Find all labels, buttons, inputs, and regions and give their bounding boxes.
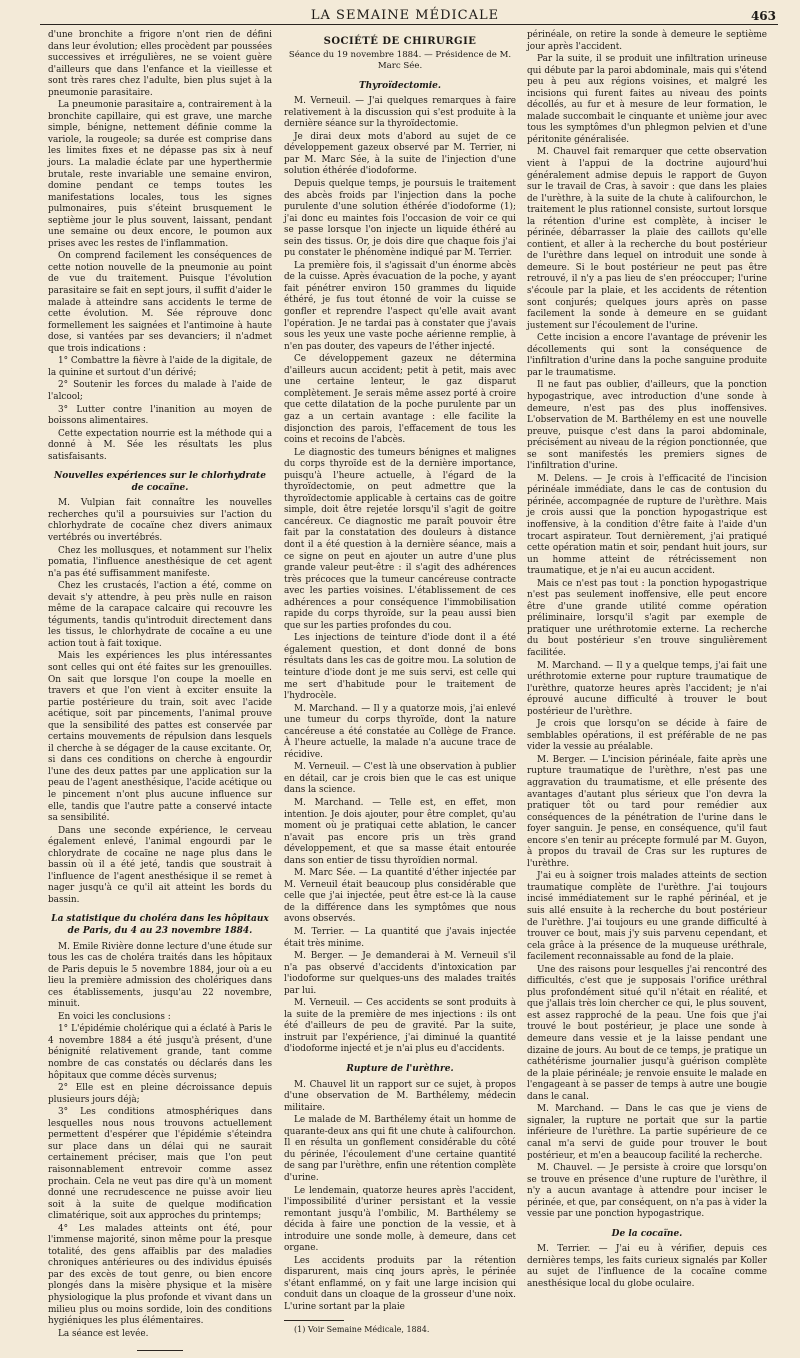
paragraph: M. Marc Sée. — La quantité d'éther injectée par M. Verneuil était beaucoup plus considérable que celle que j'ai injectée, peut être est-ce là la cause de la différence dans les symptômes que nous avons observés.	[284, 868, 516, 925]
paragraph: M. Berger. — Je demanderai à M. Verneuil s'il n'a pas observé d'accidents d'intoxication par l'iodoforme sur quelques-uns des malades traités par lui.	[284, 951, 516, 996]
paragraph: M. Marchand. — Il y a quatorze mois, j'ai enlevé une tumeur du corps thyroïde, dont la nature cancéreuse a été constatée au Collège de France. À l'heure actuelle, la malade n'a aucune trace de récidive.	[284, 703, 516, 760]
paragraph: Par la suite, il se produit une infiltration urineuse qui débute par la paroi abdominale, mais qui s'étend peu à peu aux régions voisines, et malgré les incisions qui furent faites au niveau des points décollés, au fur et à mesure de leur formation, le malade succombait le cinquante et unième jour avec tous les symptômes d'un phlegmon pelvien et d'une péritonite généralisée.	[527, 54, 767, 145]
column-middle	[284, 30, 516, 1334]
paragraph: M. Chauvel. — Je persiste à croire que lorsqu'on se trouve en présence d'une rupture de l'urèthre, il n'y a aucun avantage à attendre pour inciser le périnée, et que, par conséquent, on n'a pas à vider la vessie par une ponction hypogastrique.	[527, 1163, 767, 1220]
column-right	[527, 30, 767, 1289]
paragraph: Ce développement gazeux ne détermina d'ailleurs aucun accident; petit à petit, mais avec une certaine lenteur, le gaz disparut complètement. Je serais même assez porté à croire que cette dilatation de la poche purulente par un gaz a un certain avantage : elle facilite la disjonction des parois, l'effacement de tous les coins et recoins de l'abcès.	[284, 354, 516, 446]
paragraph: Chez les mollusques, et notamment sur l'helix pomatia, l'influence anesthésique de cet agent n'a pas été suffisamment manifeste.	[48, 545, 272, 579]
paragraph: Le diagnostic des tumeurs bénignes et malignes du corps thyroïde est de la dernière importance, puisqu'à l'heure actuelle, à l'égard de la thyroïdectomie, on peut admettre que la thyroïdectomie applicable à certains cas de goitre simple, doit être rejetée lorsqu'il s'agit de goitre cancéreux. Ce diagnostic me paraît pouvoir être fait par la constatation des douleurs à distance dont il a été question à la dernière séance, mais a ce signe on peut en ajouter un autre d'une plus grande valeur peut-être : il s'agit des adhérences très précoces que la tumeur cancéreuse contracte avec les parties voisines. L'établissement de ces adhérences a pour conséquence l'immobilisation rapide du corps thyroïde, sur la peau aussi bien que sur les parties profondes du cou.	[284, 447, 516, 631]
paragraph: Les accidents produits par la rétention disparurent, mais cinq jours après, le périnée s'étant enflammé, on y fait une large incision qui conduit dans un cloaque de la grosseur d'une noix. L'urine sortant par la plaie	[284, 1255, 516, 1312]
journal-title: LA SEMAINE MÉDICALE	[310, 8, 500, 23]
session-line: Séance du 19 novembre 1884. — Présidence de M. Marc Sée.	[288, 49, 512, 72]
header-rule	[40, 24, 778, 25]
paragraph: J'ai eu à soigner trois malades atteints de section traumatique complète de l'urèthre. J'ai toujours incisé immédiatement sur le raphé périnéal, et je suis allé ensuite à la recherche du bout postérieur de l'urèthre. J'ai toujours eu une grande difficulté à trouver ce bout, mais j'y suis parvenu cependant, et cela grâce à la présence de la muqueuse uréthrale, facilement reconnaissable au fond de la plaie.	[527, 871, 767, 963]
paragraph: M. Verneuil. — Ces accidents se sont produits à la suite de la première de mes injections : ils ont été d'ailleurs de peu de gravité. Par la suite, instruit par l'expérience, j'ai diminué la quantité d'iodoforme injecté et je n'ai plus eu d'accidents.	[284, 998, 516, 1055]
paragraph: M. Marchand. — Dans le cas que je viens de signaler, la rupture ne portait que sur la partie inférieure de l'urèthre. La partie supérieure de ce canal m'a servi de guide pour trouver le bout postérieur, et m'en a beaucoup facilité la recherche.	[527, 1104, 767, 1161]
paragraph: 3° Lutter contre l'inanition au moyen de boissons alimentaires.	[48, 404, 272, 427]
page-number: 463	[750, 9, 776, 23]
paragraph: Je dirai deux mots d'abord au sujet de ce développement gazeux observé par M. Terrier, ni par M. Marc Sée, à la suite de l'injection d'une solution éthérée d'iodoforme.	[284, 131, 516, 177]
paragraph: On comprend facilement les conséquences de cette notion nouvelle de la pneumonie au point de vue du traitement. Puisque l'évolution parasitaire se fait en sept jours, il suffit d'aider le malade à atteindre sans accidents le terme de cette évolution. M. Sée réprouve donc formellement les saignées et l'antimoine à haute dose, si vantées par ses devanciers; il n'admet que trois indications :	[48, 251, 272, 354]
section-title: Thyroïdectomie.	[358, 80, 442, 91]
paragraph: Chez les crustacés, l'action a été, comme on devait s'y attendre, à peu près nulle en raison même de la carapace calcaire qui recouvre les téguments, tandis qu'introduit directement dans les tissus, le chlorhydrate de cocaïne a eu une action tout à fait toxique.	[48, 581, 272, 649]
paragraph: Cette expectation nourrie est la méthode qui a donné à M. Sée les résultats les plus satisfaisants.	[48, 428, 272, 462]
section-title: Nouvelles expériences sur le chlorhydrate de cocaïne.	[54, 471, 266, 493]
paragraph: M. Vulpian fait connaître les nouvelles recherches qu'il a poursuivies sur l'action du chlorhydrate de cocaïne chez divers animaux vertébrés ou invertébrés.	[48, 498, 272, 543]
paragraph: Dans une seconde expérience, le cerveau également enlevé, l'animal engourdi par le chlorydrate de cocaïne ne nage plus dans le bassin où il a été jeté, tandis que soustrait à l'influence de l'agent anesthésique il se remet à nager jusqu'à ce qu'il ait atteint les bords du bassin.	[48, 825, 272, 905]
paragraph: M. Marchand. — Telle est, en effet, mon intention. Je dois ajouter, pour être complet, qu'au moment où je pratiquai cette ablation, le cancer n'avait pas encore pris un très grand développement, et que sa masse était entourée dans son entier de tissu thyroïdien normal.	[284, 798, 516, 866]
paragraph: M. Marchand. — Il y a quelque temps, j'ai fait une uréthrotomie externe pour rupture traumatique de l'urèthre, quatorze heures après l'accident; je n'ai éprouvé aucune difficulté à trouver le bout postérieur de l'urèthre.	[527, 660, 767, 717]
section-ornament	[48, 1346, 272, 1354]
society-title: SOCIÉTÉ DE CHIRURGIE	[323, 36, 477, 47]
paragraph: Une des raisons pour lesquelles j'ai rencontré des difficultés, c'est que je supposais l'orifice uréthral plus profondément situé qu'il n'était en réalité, et que j'allais très loin chercher ce qui, le plus souvent, est assez rapproché de la peau. Une fois que j'ai trouvé le bout postérieur, je place une sonde à demeure dans vessie et je la laisse pendant une dizaine de jours. Au bout de ce temps, je pratique un cathétérisme journalier jusqu'à guérison complète de la plaie périnéale; je renvoie ensuite le malade en l'engageant à se passer de temps à autre une bougie dans le canal.	[527, 964, 767, 1102]
paragraph: d'une bronchite a frigore n'ont rien de défini dans leur évolution; elles procèdent par poussées successives et irrégulières, ne se voient guère d'ailleurs que dans l'enfance et la vieillesse et sont très rares chez l'adulte, bien plus sujet à la pneumonie parasitaire.	[48, 30, 272, 98]
paragraph: Depuis quelque temps, je poursuis le traitement des abcès froids par l'injection dans la poche purulente d'une solution éthérée d'iodoforme (1); j'ai donc eu maintes fois l'occasion de voir ce qui se passe lorsque l'on injecte un liquide éthéré au sein des tissus. Or, je dois dire que chaque fois j'ai pu constater le phénomène indiqué par M. Terrier.	[284, 179, 516, 259]
section-title: La statistique du choléra dans les hôpitaux de Paris, du 4 au 23 novembre 1884.	[51, 914, 269, 937]
paragraph: Mais ce n'est pas tout : la ponction hypogastrique n'est pas seulement inoffensive, elle peut encore être d'une grande utilité comme opération préliminaire, lorsqu'il s'agit par exemple de pratiquer une uréthrotomie externe. La recherche du bout postérieur s'en trouve singulièrement facilitée.	[527, 578, 767, 658]
paragraph: La séance est levée.	[58, 1328, 149, 1339]
footnote-rule	[284, 1320, 344, 1321]
column-left	[48, 30, 272, 1339]
paragraph: M. Emile Rivière donne lecture d'une étude sur tous les cas de choléra traités dans les hôpitaux de Paris depuis le 5 novembre 1884, jour où a eu lieu la première admission des cholériques dans ces établissements, jusqu'au 22 novembre, minuit.	[48, 941, 272, 1010]
paragraph: Le lendemain, quatorze heures après l'accident, l'impossibilité d'uriner persistant et la vessie remontant jusqu'à l'ombilic, M. Barthélemy se décida à faire une ponction de la vessie, et à introduire une sonde molle, à demeure, dans cet organe.	[284, 1185, 516, 1254]
paragraph: Il ne faut pas oublier, d'ailleurs, que la ponction hypogastrique, avec introduction d'une sonde à demeure, n'est pas des plus inoffensives. L'observation de M. Barthélemy en est une nouvelle preuve, puisque c'est dans la paroi abdominale, précisément au niveau de la région ponctionnée, que se sont manifestés les premiers signes de l'infiltration d'urine.	[527, 380, 767, 472]
paragraph: M. Chauvel fait remarquer que cette observation vient à l'appui de la doctrine aujourd'hui généralement admise depuis le rapport de Guyon sur le travail de Cras, à savoir : que dans les plaies de l'urèthre, à la suite de la chute à califourchon, le traitement le plus rationnel consiste, surtout lorsque la rétention d'urine est complète, à inciser le périnée, débarrasser la plaie des caillots qu'elle contient, et aller à la recherche du bout postérieur de l'urèthre dans lequel on introduit une sonde à demeure. Si le bout postérieur ne peut pas être retrouvé, il n'y a pas lieu de s'en préoccuper; l'urine s'écoule par la plaie, et les accidents de rétention sont conjurés; quelques jours après on passe facilement la sonde à demeure en se guidant justement sur l'écoulement de l'urine.	[527, 147, 767, 331]
paragraph: M. Verneuil. — C'est là une observation à publier en détail, car je crois bien que le cas est unique dans la science.	[284, 762, 516, 796]
page-header	[30, 6, 780, 30]
paragraph: 1° Combattre la fièvre à l'aide de la digitale, de la quinine et surtout d'un dérivé;	[48, 356, 272, 378]
paragraph: 2° Elle est en pleine décroissance depuis plusieurs jours déjà;	[48, 1083, 272, 1105]
section-title: Rupture de l'urèthre.	[346, 1064, 454, 1075]
paragraph: La première fois, il s'agissait d'un énorme abcès de la cuisse. Après évacuation de la poche, y ayant fait pénétrer environ 150 grammes du liquide éthéré, je fus tout étonné de voir la cuisse se gonfler et reprendre l'aspect qu'elle avait avant l'opération. Je ne tardai pas à constater que j'avais sous les yeux une vaste poche aérienne remplie, à n'en pas douter, des vapeurs de l'éther injecté.	[284, 260, 516, 352]
paragraph: M. Berger. — L'incision périnéale, faite après une rupture traumatique de l'urèthre, n'est pas une aggravation du traumatisme, et elle présente des avantages d'autant plus sérieux que l'on devra la pratiquer tôt ou tard pour remédier aux conséquences de la pénétration de l'urine dans le foyer sanguin. Je pense, en conséquence, qu'il faut encore s'en tenir au précepte formulé par M. Guyon, à propos du travail de Cras sur les ruptures de l'urèthre.	[527, 754, 767, 869]
paragraph: Le malade de M. Barthélemy était un homme de quarante-deux ans qui fit une chute à califourchon. Il en résulta un gonflement considérable du côté du périnée, l'écoulement d'une certaine quantité de sang par l'urèthre, enfin une rétention complète d'urine.	[284, 1115, 516, 1183]
paragraph: Mais les expériences les plus intéressantes sont celles qui ont été faites sur les grenouilles. On sait que lorsque l'on coupe la moelle en travers et que l'on vient à exciter ensuite la partie postérieure du train, soit avec l'acide acétique, soit par pincements, l'animal prouve que la sensibilité des pattes est conservée par certains mouvements de répulsion dans lesquels il cherche à se dégager de la cause excitante. Or, si dans ces conditions on cherche à engourdir l'une des deux pattes par une application sur la peau de l'agent anesthésique, l'acide acétique ou le pincement n'ont plus aucune influence sur elle, tandis que l'autre patte a conservé intacte sa sensibilité.	[48, 651, 272, 824]
paragraph: périnéale, on retire la sonde à demeure le septième jour après l'accident.	[527, 30, 767, 52]
paragraph: La pneumonie parasitaire a, contrairement à la bronchite capillaire, qui est grave, une marche simple, bénigne, nettement définie comme la variole, la rougeole; sa durée est comprise dans les limites fixes et ne dépasse pas six à neuf jours. La maladie éclate par une hyperthermie brutale, reste invariable une semaine environ, domine pendant ce temps toutes les manifestations locales, tous les signes pulmonaires, puis s'éteint brusquement le septième jour le plus souvent, laissant, pendant une semaine ou deux encore, le poumon aux prises avec les restes de l'inflammation.	[48, 100, 272, 249]
paragraph: M. Delens. — Je crois à l'efficacité de l'incision périnéale immédiate, dans le cas de contusion du périnée, accompagnée de rupture de l'urèthre. Mais je crois aussi que la ponction hypogastrique est inoffensive, à la condition d'être faite à l'aide d'un trocart aspirateur. Tout dernièrement, j'ai pratiqué cette opération matin et soir, pendant huit jours, sur un homme atteint de rétrécissement non traumatique, et je n'ai eu aucun accident.	[527, 473, 767, 577]
paragraph: M. Chauvel lit un rapport sur ce sujet, à propos d'une observation de M. Barthélemy, médecin militaire.	[284, 1079, 516, 1113]
paragraph: Cette incision a encore l'avantage de prévenir les décollements qui sont la conséquence de l'infiltration d'urine dans la poche sanguine produite par le traumatisme.	[527, 333, 767, 378]
footnote: (1) Voir Semaine Médicale, 1884.	[294, 1324, 430, 1334]
paragraph: En voici les conclusions :	[58, 1011, 171, 1022]
paragraph: 4° Les malades atteints ont été, pour l'immense majorité, sinon même pour la presque totalité, des gens affaiblis par des maladies chroniques antérieures ou des individus épuisés par des excès de tout genre, ou bien encore plongés dans la misère physique et la misère physiologique la plus profonde et vivant dans un milieu plus ou moins sordide, loin des conditions hygiéniques les plus élémentaires.	[48, 1223, 272, 1327]
paragraph: M. Verneuil. — J'ai quelques remarques à faire relativement à la discussion qui s'est produite à la dernière séance sur la thyroïdectomie.	[284, 96, 516, 130]
paragraph: 3° Les conditions atmosphériques dans lesquelles nous nous trouvons actuellement permettent d'espérer que l'épidémie s'éteindra sur place dans un délai qui ne saurait certainement préciser, mais que l'on peut raisonnablement entrevoir comme assez prochain. Cela ne veut pas dire qu'à un moment donné une recrudescence ne puisse avoir lieu soit à la suite de quelque modification climatérique, soit aux approches du printemps;	[48, 1107, 272, 1222]
section-title: De la cocaïne.	[611, 1228, 683, 1239]
paragraph: Je crois que lorsqu'on se décide à faire de semblables opérations, il est préférable de ne pas vider la vessie au préalable.	[527, 719, 767, 753]
paragraph: 1° L'épidémie cholérique qui a éclaté à Paris le 4 novembre 1884 a été jusqu'à présent, d'une bénignité relativement grande, tant comme nombre de cas constatés ou déclarés dans les hôpitaux que comme décès survenus;	[48, 1024, 272, 1081]
paragraph: Les injections de teinture d'iode dont il a été également question, et dont donné de bons résultats dans les cas de goitre mou. La solution de teinture d'iode dont je me suis servi, est celle qui me sert d'habitude pour le traitement de l'hydrocèle.	[284, 633, 516, 702]
paragraph: 2° Soutenir les forces du malade à l'aide de l'alcool;	[48, 380, 272, 402]
paragraph: M. Terrier. — La quantité que j'avais injectée était très minime.	[284, 927, 516, 949]
paragraph: M. Terrier. — J'ai eu à vérifier, depuis ces dernières temps, les faits curieux signalés par Koller au sujet de l'influence de la cocaïne comme anesthésique local du globe oculaire.	[527, 1244, 767, 1289]
